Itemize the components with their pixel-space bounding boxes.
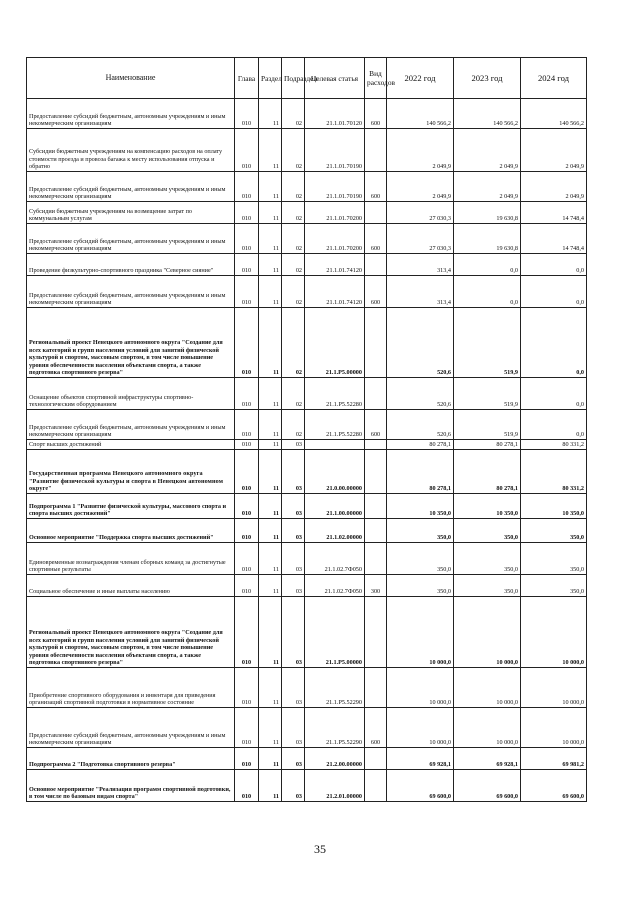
- cell-2023: 10 350,0: [454, 494, 521, 519]
- cell-2022: 520,6: [387, 308, 454, 378]
- budget-table: [26, 57, 587, 802]
- cell-2023: 69 600,0: [454, 770, 521, 802]
- cell-razdel: 11: [259, 494, 282, 519]
- cell-name: Подпрограмма 1 "Развитие физической культуры, массового спорта и спорта высших достижений": [27, 494, 235, 519]
- header-glava: Глава: [235, 58, 259, 99]
- cell-2022: 80 278,1: [387, 450, 454, 494]
- cell-podrazdel: 02: [282, 99, 305, 129]
- cell-2023: 2 049,9: [454, 172, 521, 202]
- cell-2023: 350,0: [454, 543, 521, 575]
- header-2024: 2024 год: [521, 58, 587, 99]
- cell-name: Предоставление субсидий бюджетным, автономным учреждениям и иным некоммерческим организациям: [27, 708, 235, 748]
- cell-2022: 520,6: [387, 378, 454, 410]
- cell-target: 21.1.P5.00000: [305, 308, 365, 378]
- cell-name: Государственная программа Ненецкого автономного округа "Развитие физической культуры и спорта в Ненецком автономном округе": [27, 450, 235, 494]
- cell-podrazdel: 03: [282, 597, 305, 668]
- cell-2022: 350,0: [387, 519, 454, 543]
- cell-2022: 2 049,9: [387, 129, 454, 172]
- cell-podrazdel: 02: [282, 276, 305, 308]
- cell-2024: 350,0: [521, 519, 587, 543]
- cell-2023: 69 928,1: [454, 748, 521, 770]
- cell-glava: 010: [235, 494, 259, 519]
- cell-2023: 2 049,9: [454, 129, 521, 172]
- cell-2024: 350,0: [521, 543, 587, 575]
- table-row: [27, 172, 587, 202]
- header-name: Наименование: [27, 58, 235, 99]
- cell-glava: 010: [235, 308, 259, 378]
- cell-name: Предоставление субсидий бюджетным, автономным учреждениям и иным некоммерческим организациям: [27, 224, 235, 254]
- cell-2022: 350,0: [387, 543, 454, 575]
- cell-vid: [365, 450, 387, 494]
- cell-target: 21.0.00.00000: [305, 450, 365, 494]
- cell-target: 21.1.02.7Ф050: [305, 575, 365, 597]
- cell-glava: 010: [235, 708, 259, 748]
- cell-razdel: 11: [259, 770, 282, 802]
- table-row: [27, 308, 587, 378]
- cell-glava: 010: [235, 254, 259, 276]
- cell-vid: [365, 378, 387, 410]
- cell-name: Социальное обеспечение и иные выплаты населению: [27, 575, 235, 597]
- cell-2022: 69 600,0: [387, 770, 454, 802]
- cell-glava: 010: [235, 450, 259, 494]
- cell-vid: 600: [365, 172, 387, 202]
- cell-target: 21.1.01.70190: [305, 172, 365, 202]
- cell-2022: 2 049,9: [387, 172, 454, 202]
- cell-podrazdel: 03: [282, 748, 305, 770]
- cell-2024: 0,0: [521, 254, 587, 276]
- cell-target: 21.1.P5.52290: [305, 708, 365, 748]
- cell-vid: [365, 254, 387, 276]
- cell-name: Субсидии бюджетным учреждениям на компенсацию расходов на оплату стоимости проезда и провоза багажа к месту использования отпуска и обратно: [27, 129, 235, 172]
- table-row: [27, 378, 587, 410]
- cell-vid: [365, 129, 387, 172]
- cell-2024: 14 748,4: [521, 224, 587, 254]
- cell-razdel: 11: [259, 543, 282, 575]
- cell-name: Региональный проект Ненецкого автономного округа "Создание для всех категорий и групп населения условий для занятий физической культурой и спортом, массовым спортом, в том числе повышение уровня обеспеченности населения объектами спорта, а также подготовка спортивного резерва": [27, 308, 235, 378]
- table-row: [27, 99, 587, 129]
- table-row: [27, 494, 587, 519]
- cell-razdel: 11: [259, 254, 282, 276]
- cell-target: 21.1.01.74120: [305, 254, 365, 276]
- cell-razdel: 11: [259, 519, 282, 543]
- cell-podrazdel: 03: [282, 543, 305, 575]
- cell-2022: 80 278,1: [387, 440, 454, 450]
- cell-razdel: 11: [259, 172, 282, 202]
- cell-vid: 600: [365, 276, 387, 308]
- cell-glava: 010: [235, 668, 259, 708]
- cell-glava: 010: [235, 410, 259, 440]
- cell-2023: 140 566,2: [454, 99, 521, 129]
- page-number: 35: [314, 842, 326, 856]
- cell-2022: 350,0: [387, 575, 454, 597]
- cell-2022: 10 000,0: [387, 708, 454, 748]
- cell-target: 21.1.00.00000: [305, 494, 365, 519]
- cell-2024: 14 748,4: [521, 202, 587, 224]
- cell-vid: [365, 543, 387, 575]
- cell-2024: 0,0: [521, 410, 587, 440]
- cell-vid: [365, 519, 387, 543]
- cell-target: 21.1.01.70190: [305, 129, 365, 172]
- cell-glava: 010: [235, 172, 259, 202]
- cell-name: Предоставление субсидий бюджетным, автономным учреждениям и иным некоммерческим организациям: [27, 172, 235, 202]
- cell-podrazdel: 03: [282, 519, 305, 543]
- cell-razdel: 11: [259, 410, 282, 440]
- cell-2023: 10 000,0: [454, 597, 521, 668]
- cell-name: Приобретение спортивного оборудования и инвентаря для приведения организаций спортивной подготовки в нормативное состояние: [27, 668, 235, 708]
- cell-podrazdel: 02: [282, 378, 305, 410]
- cell-glava: 010: [235, 378, 259, 410]
- cell-razdel: 11: [259, 440, 282, 450]
- header-target: Целевая статья: [305, 58, 365, 99]
- cell-razdel: 11: [259, 575, 282, 597]
- cell-name: Предоставление субсидий бюджетным, автономным учреждениям и иным некоммерческим организациям: [27, 276, 235, 308]
- table-row: [27, 668, 587, 708]
- cell-2024: 69 600,0: [521, 770, 587, 802]
- cell-2023: 0,0: [454, 276, 521, 308]
- table-row: [27, 129, 587, 172]
- cell-2024: 10 000,0: [521, 668, 587, 708]
- cell-vid: 600: [365, 708, 387, 748]
- cell-vid: [365, 494, 387, 519]
- cell-target: 21.1.02.7Ф050: [305, 543, 365, 575]
- cell-target: 21.1.01.70200: [305, 202, 365, 224]
- cell-2024: 0,0: [521, 378, 587, 410]
- cell-vid: [365, 748, 387, 770]
- cell-2022: 69 928,1: [387, 748, 454, 770]
- cell-glava: 010: [235, 224, 259, 254]
- table-row: [27, 450, 587, 494]
- cell-razdel: 11: [259, 308, 282, 378]
- cell-target: 21.1.P5.00000: [305, 597, 365, 668]
- header-2022: 2022 год: [387, 58, 454, 99]
- cell-name: Оснащение объектов спортивной инфраструктуры спортивно-технологическим оборудованием: [27, 378, 235, 410]
- table-row: [27, 708, 587, 748]
- cell-podrazdel: 02: [282, 308, 305, 378]
- cell-2023: 519,9: [454, 378, 521, 410]
- cell-vid: [365, 440, 387, 450]
- table-row: [27, 224, 587, 254]
- cell-vid: [365, 597, 387, 668]
- cell-podrazdel: 03: [282, 494, 305, 519]
- cell-2024: 2 049,9: [521, 172, 587, 202]
- cell-name: Субсидии бюджетным учреждениям на возмещение затрат по коммунальным услугам: [27, 202, 235, 224]
- table-body: [27, 99, 587, 802]
- cell-vid: 600: [365, 410, 387, 440]
- header-razdel: Раздел: [259, 58, 282, 99]
- cell-podrazdel: 03: [282, 575, 305, 597]
- cell-vid: [365, 308, 387, 378]
- cell-2023: 19 630,8: [454, 202, 521, 224]
- cell-podrazdel: 03: [282, 770, 305, 802]
- cell-target: 21.1.01.70120: [305, 99, 365, 129]
- cell-2023: 19 630,8: [454, 224, 521, 254]
- cell-name: Подпрограмма 2 "Подготовка спортивного резерва": [27, 748, 235, 770]
- cell-target: 21.1.01.70200: [305, 224, 365, 254]
- cell-podrazdel: 03: [282, 708, 305, 748]
- header-vid: Вид расходов: [365, 58, 387, 99]
- cell-vid: 600: [365, 224, 387, 254]
- table-row: [27, 748, 587, 770]
- cell-2024: 80 331,2: [521, 450, 587, 494]
- cell-2024: 10 000,0: [521, 708, 587, 748]
- cell-2024: 0,0: [521, 276, 587, 308]
- cell-target: 21.1.P5.52280: [305, 378, 365, 410]
- cell-2023: 350,0: [454, 575, 521, 597]
- cell-name: Проведение физкультурно-спортивного праздника "Северное сияние": [27, 254, 235, 276]
- cell-podrazdel: 02: [282, 410, 305, 440]
- cell-vid: [365, 770, 387, 802]
- cell-razdel: 11: [259, 708, 282, 748]
- cell-razdel: 11: [259, 129, 282, 172]
- cell-2022: 313,4: [387, 276, 454, 308]
- cell-target: 21.1.01.74120: [305, 276, 365, 308]
- table-row: [27, 276, 587, 308]
- cell-2023: 80 278,1: [454, 440, 521, 450]
- cell-vid: [365, 202, 387, 224]
- cell-2024: 80 331,2: [521, 440, 587, 450]
- cell-2022: 27 030,3: [387, 224, 454, 254]
- cell-2022: 313,4: [387, 254, 454, 276]
- cell-podrazdel: 02: [282, 129, 305, 172]
- cell-glava: 010: [235, 770, 259, 802]
- cell-2022: 10 350,0: [387, 494, 454, 519]
- cell-2024: 69 981,2: [521, 748, 587, 770]
- header-podrazdel: Подраздел: [282, 58, 305, 99]
- cell-2023: 80 278,1: [454, 450, 521, 494]
- cell-name: Спорт высших достижений: [27, 440, 235, 450]
- table-row: [27, 770, 587, 802]
- header-2023: 2023 год: [454, 58, 521, 99]
- table-row: [27, 519, 587, 543]
- cell-2022: 140 566,2: [387, 99, 454, 129]
- cell-vid: [365, 668, 387, 708]
- cell-2024: 350,0: [521, 575, 587, 597]
- cell-2022: 10 000,0: [387, 597, 454, 668]
- cell-glava: 010: [235, 597, 259, 668]
- cell-name: Основное мероприятие "Поддержка спорта высших достижений": [27, 519, 235, 543]
- table-row: [27, 543, 587, 575]
- cell-glava: 010: [235, 202, 259, 224]
- cell-glava: 010: [235, 519, 259, 543]
- cell-podrazdel: 02: [282, 254, 305, 276]
- table-row: [27, 410, 587, 440]
- cell-2024: 140 566,2: [521, 99, 587, 129]
- cell-target: 21.2.00.00000: [305, 748, 365, 770]
- cell-target: 21.2.01.00000: [305, 770, 365, 802]
- cell-razdel: 11: [259, 668, 282, 708]
- cell-name: Единовременные вознаграждения членам сборных команд за достигнутые спортивные результаты: [27, 543, 235, 575]
- cell-name: Предоставление субсидий бюджетным, автономным учреждениям и иным некоммерческим организациям: [27, 410, 235, 440]
- table-row: [27, 202, 587, 224]
- table-row: [27, 575, 587, 597]
- cell-glava: 010: [235, 575, 259, 597]
- cell-razdel: 11: [259, 224, 282, 254]
- cell-glava: 010: [235, 440, 259, 450]
- cell-2024: 10 350,0: [521, 494, 587, 519]
- cell-2022: 27 030,3: [387, 202, 454, 224]
- cell-target: [305, 440, 365, 450]
- cell-glava: 010: [235, 748, 259, 770]
- cell-podrazdel: 03: [282, 450, 305, 494]
- cell-razdel: 11: [259, 202, 282, 224]
- cell-2023: 10 000,0: [454, 668, 521, 708]
- cell-2024: 2 049,9: [521, 129, 587, 172]
- cell-2022: 520,6: [387, 410, 454, 440]
- cell-name: Региональный проект Ненецкого автономного округа "Создание для всех категорий и групп населения условий для занятий физической культурой и спортом, массовым спортом, в том числе повышение уровня обеспеченности населения объектами спорта, а также подготовка спортивного резерва": [27, 597, 235, 668]
- cell-glava: 010: [235, 99, 259, 129]
- cell-2023: 519,9: [454, 308, 521, 378]
- cell-vid: 300: [365, 575, 387, 597]
- cell-2024: 10 000,0: [521, 597, 587, 668]
- cell-glava: 010: [235, 129, 259, 172]
- cell-razdel: 11: [259, 378, 282, 410]
- cell-name: Предоставление субсидий бюджетным, автономным учреждениям и иным некоммерческим организациям: [27, 99, 235, 129]
- cell-2023: 350,0: [454, 519, 521, 543]
- cell-2024: 0,0: [521, 308, 587, 378]
- cell-razdel: 11: [259, 450, 282, 494]
- cell-vid: 600: [365, 99, 387, 129]
- cell-2022: 10 000,0: [387, 668, 454, 708]
- cell-2023: 0,0: [454, 254, 521, 276]
- cell-razdel: 11: [259, 748, 282, 770]
- cell-razdel: 11: [259, 99, 282, 129]
- cell-podrazdel: 02: [282, 224, 305, 254]
- cell-glava: 010: [235, 276, 259, 308]
- table-row: [27, 597, 587, 668]
- cell-2023: 519,9: [454, 410, 521, 440]
- cell-target: 21.1.P5.52280: [305, 410, 365, 440]
- cell-podrazdel: 02: [282, 172, 305, 202]
- cell-name: Основное мероприятие "Реализация программ спортивной подготовки, в том числе по базовым видам спорта": [27, 770, 235, 802]
- cell-razdel: 11: [259, 597, 282, 668]
- cell-podrazdel: 03: [282, 668, 305, 708]
- table-header: [27, 58, 587, 99]
- cell-podrazdel: 03: [282, 440, 305, 450]
- cell-target: 21.1.02.00000: [305, 519, 365, 543]
- cell-razdel: 11: [259, 276, 282, 308]
- cell-target: 21.1.P5.52290: [305, 668, 365, 708]
- table-row: [27, 254, 587, 276]
- cell-podrazdel: 02: [282, 202, 305, 224]
- cell-glava: 010: [235, 543, 259, 575]
- table-row: [27, 440, 587, 450]
- cell-2023: 10 000,0: [454, 708, 521, 748]
